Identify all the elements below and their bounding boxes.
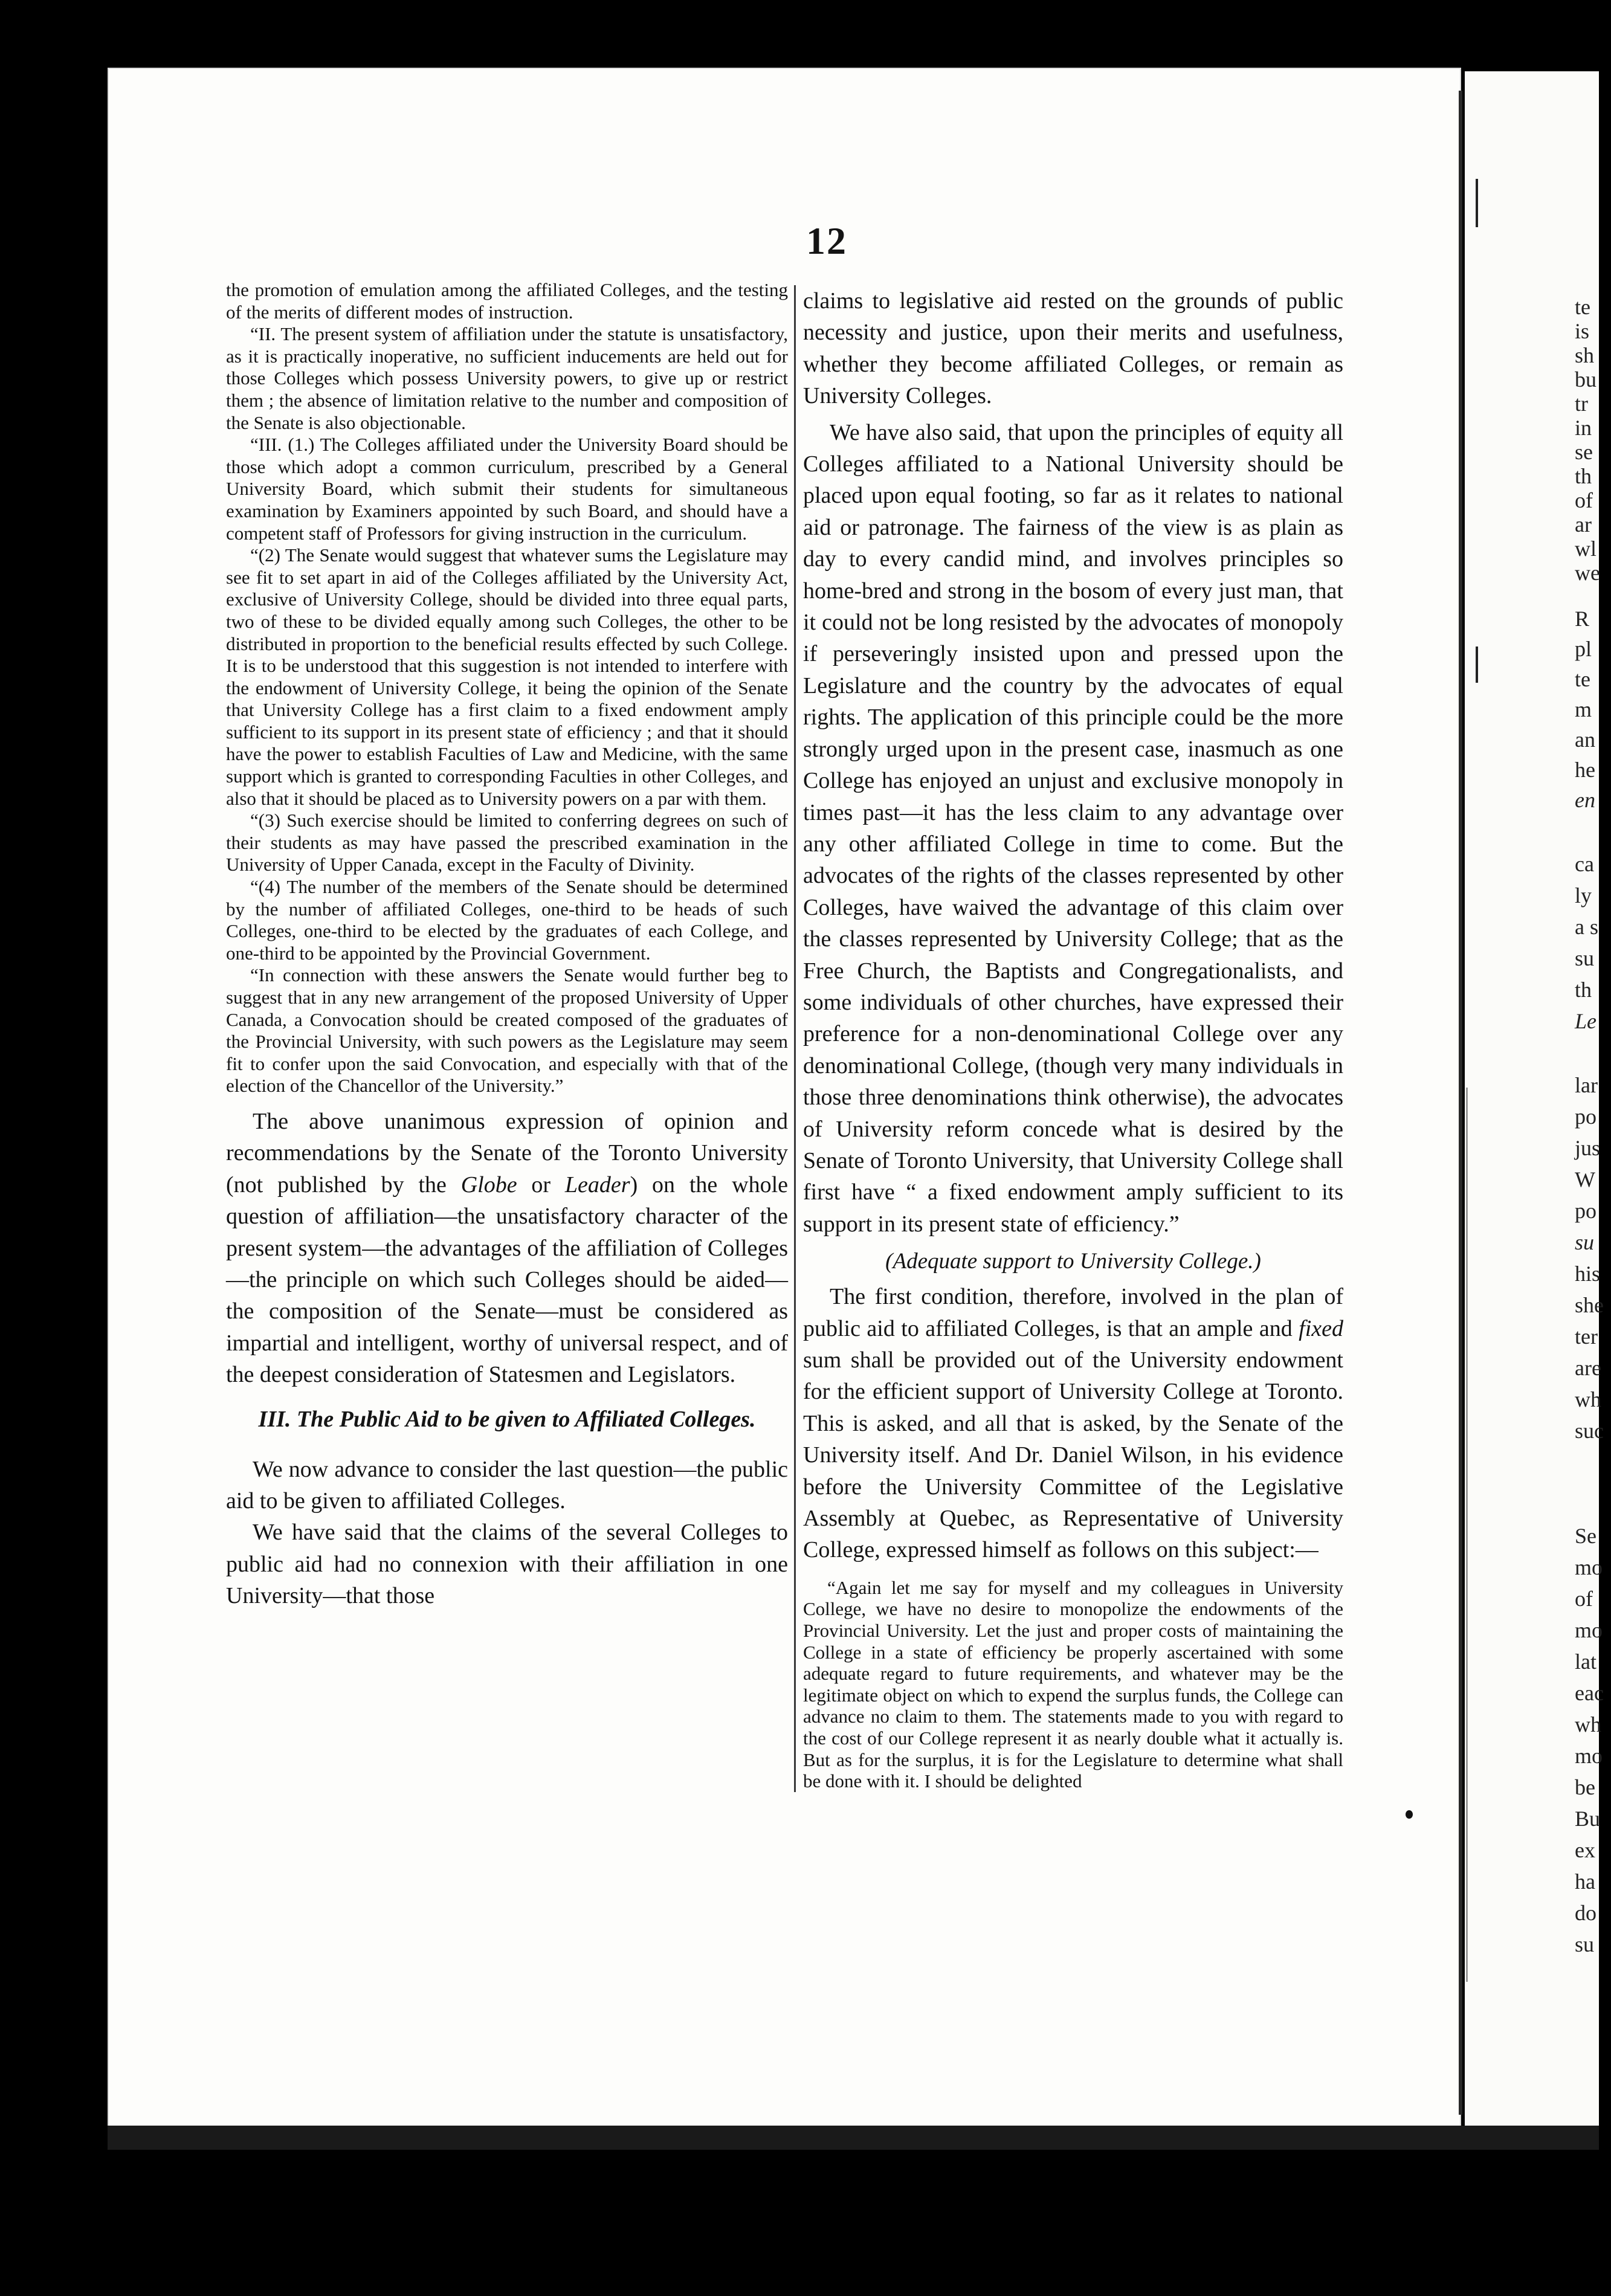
paragraph-answer-iii-1: “III. (1.) The Colleges affiliated under the University Board should be those which adopt a common curriculum, prescribed by a General University Board, which submit their students for simultaneous examination by Examiners appointed by such Board, and should have a competent staff of Professors for giving instruction in the curriculum. <box>226 434 788 544</box>
fragment: Se <box>1575 1524 1596 1548</box>
fragment: te <box>1575 667 1590 691</box>
fragment: she <box>1575 1293 1604 1317</box>
scan-border <box>108 2126 1599 2150</box>
edge-mark <box>1476 647 1478 683</box>
fragment: in <box>1575 416 1592 440</box>
fragment: m <box>1575 697 1592 721</box>
page-edge-line <box>1466 1088 1468 1982</box>
summary-text-end: ) on the whole question of affiliation—the unsatisfactory character of the present system—the advantages of the affiliation of Colleges—the principle on which such Colleges should be aided—the composition of the Senate—must be considered as impartial and intelligent, worthy of universal respect, and of the deepest consideration of Statesmen and Legislators. <box>226 1172 788 1388</box>
fragment: su <box>1575 946 1595 970</box>
fragment: wh <box>1575 1712 1601 1737</box>
leader-title: Leader <box>564 1172 630 1198</box>
summary-text-start: The above unanimous expression of opinion and recommendations by the Senate of the Toronto University (not published by the <box>226 1108 788 1198</box>
fragment: be <box>1575 1775 1595 1799</box>
paragraph-claims-end: claims to legislative aid rested on the grounds of public necessity and justice, upon their merits and usefulness, whether they become affiliated Colleges, or remain as University Colleges. <box>803 288 1343 409</box>
spacer <box>226 1097 788 1106</box>
condition-text-end: sum shall be provided out of the University endowment for the efficient support of University College at Toronto. This is asked, and all that is asked, by the Senate of the University itself. And Dr. Daniel Wilson, in his evidence before the University Committee of the Legislative Assembly at Quebec, as Representative of University College, expressed himself as follows on this subject:— <box>803 1347 1343 1563</box>
right-column <box>794 285 1343 1792</box>
fragment: su <box>1575 1230 1595 1254</box>
fragment: his <box>1575 1262 1601 1286</box>
fragment: ly <box>1575 883 1592 908</box>
paragraph-advance: We now advance to consider the last question—the public aid to be given to affiliated Colleges. <box>226 1456 788 1514</box>
paragraph-equity: We have also said, that upon the principles of equity all Colleges affiliated to a National University should be placed upon equal footing, so far as it relates to national aid or patronage. The fairness of the view is as plain as day to every candid mind, and involves principles so home-bred and strong in the bosom of every just man, that it could not be long resisted by the advocates of monopoly if perseveringly insisted upon and pressed upon the Legislature and the country by the advocates of equal rights. The application of this principle could be the more strongly urged upon in the present case, inasmuch as one College has enjoyed an unjust and exclusive monopoly in times past—it has the less claim to any advantage over any other affiliated College in time to come. But the advocates of the rights of the classes represented by other Colleges, have waived the advantage of this claim over the classes represented by University College; that as the Free Church, the Baptists and Congregationalists, and some individuals of other churches, have expressed their preference for a non-denominational College over any denominational College, (though very many individuals in those three denominations think otherwise), the advocates of University reform concede what is desired by the Senate of Toronto University, that University College shall first have “ a fixed endowment amply sufficient to its support in its present state of efficiency.” <box>803 419 1343 1237</box>
fragment: su <box>1575 1932 1595 1956</box>
paragraph-summary <box>226 1106 788 1391</box>
fragment: pl <box>1575 637 1592 661</box>
fragment: Le <box>1575 1009 1596 1033</box>
fragment: th <box>1575 978 1592 1002</box>
fragment: of <box>1575 1587 1593 1611</box>
edge-mark <box>1476 179 1478 227</box>
fragment: we <box>1575 561 1600 585</box>
ink-dot <box>1406 1810 1413 1819</box>
fragment: te <box>1575 295 1590 319</box>
paragraph-answer-iii-3: “(3) Such exercise should be limited to conferring degrees on such of their students as may have passed the prescribed examination in the University of Upper Canada, except in the Faculty of Divinity. <box>226 810 788 876</box>
fragment: th <box>1575 464 1592 488</box>
fragment: tr <box>1575 392 1588 416</box>
globe-title: Globe <box>460 1172 517 1198</box>
fragment: mo <box>1575 1744 1603 1768</box>
fragment: sh <box>1575 343 1595 367</box>
fragment: an <box>1575 727 1595 752</box>
fragment: is <box>1575 319 1590 343</box>
paragraph-answer-ii: “II. The present system of affiliation under the statute is unsatisfactory, as it is practically inoperative, no sufficient inducements are held out for those Colleges which possess University powers, to give up or restrict them ; the absence of limitation relative to the number and composition of the Senate is also objectionable. <box>226 323 788 433</box>
paragraph-convocation: “In connection with these answers the Senate would further beg to suggest that in any new arrangement of the proposed University of Upper Canada, a Convocation should be created composed of the graduates of the Provincial University, with such powers as the Legislature may seem fit to confer upon the said Convocation, and especially with that of the election of the Chancellor of the University.” <box>226 964 788 1097</box>
fragment: ha <box>1575 1869 1595 1894</box>
fragment: po <box>1575 1199 1596 1223</box>
fragment: en <box>1575 788 1595 812</box>
fragment: of <box>1575 488 1593 512</box>
fragment: bu <box>1575 367 1596 392</box>
fragment: ter <box>1575 1324 1598 1349</box>
fragment: mo <box>1575 1618 1603 1642</box>
paragraph-answer-iii-2: “(2) The Senate would suggest that whatever sums the Legislature may see fit to set apart in aid of the Colleges affiliated by the University Act, exclusive of University College, should be divided into three equal parts, two of these to be divided equally among such Colleges, the other to be distributed in proportion to the beneficial results effected by such College. It is to be understood that this suggestion is not intended to interfere with the endowment of University College, it being the opinion of the Senate that University College has a first claim to a fixed endowment amply sufficient to its support in its present state of efficiency ; and that it should have the power to establish Faculties of Law and Medicine, with the same support which is granted to corresponding Faculties in other Colleges, and also that it should be placed as to University powers on a par with them. <box>226 544 788 809</box>
fragment: eac <box>1575 1681 1604 1705</box>
fragment: do <box>1575 1901 1596 1925</box>
fixed-word: fixed <box>1299 1315 1343 1341</box>
fragment: W <box>1575 1167 1595 1192</box>
paragraph-answer-iii-4: “(4) The number of the members of the Senate should be determined by the number of affiliated Colleges, one-third to be heads of such Colleges, one-third to be elected by the graduates of each College, and one-third to be appointed by the Provincial Government. <box>226 876 788 964</box>
fragment: se <box>1575 440 1593 464</box>
fragment: wl <box>1575 537 1596 561</box>
fragment: jus <box>1575 1136 1601 1160</box>
fragment: R <box>1575 607 1590 631</box>
fragment: he <box>1575 758 1595 782</box>
left-column <box>226 279 788 1612</box>
quote-wilson: “Again let me say for myself and my colleagues in University College, we have no desire to monopolize the endowments of the Provincial University. Let the just and proper costs of maintaining the College in a state of efficiency be properly ascertained with some adequate regard to future requirements, and whatever may be the legitimate object on which to expend the surplus funds, the College can advance no claim to them. The statements made to you with regard to the cost of our College represent it as nearly double what it actually is. But as for the surplus, it is for the Legislature to determine what shall be done with it. I should be delighted <box>803 1576 1343 1792</box>
fragment: ex <box>1575 1838 1595 1862</box>
fragment: are <box>1575 1356 1601 1380</box>
or-word: or <box>517 1172 565 1198</box>
page-number: 12 <box>806 219 847 262</box>
paragraph-emulation: the promotion of emulation among the affiliated Colleges, and the testing of the merits of different modes of instruction. <box>226 279 788 323</box>
subheading-adequate-support: (Adequate support to University College.) <box>885 1249 1261 1274</box>
fragment: wh <box>1575 1387 1601 1411</box>
book-spine <box>1459 91 1462 2115</box>
fragment: ca <box>1575 852 1594 876</box>
fragment: Bu <box>1575 1807 1601 1831</box>
fragment: lat <box>1575 1649 1596 1674</box>
paragraph-first-condition <box>803 1281 1343 1566</box>
fragment: mo <box>1575 1555 1603 1579</box>
paragraph-claims-start: We have said that the claims of the several Colleges to public aid had no connexion with their affiliation in one University—that those <box>226 1520 788 1609</box>
fragment: a s <box>1575 915 1598 939</box>
fragment: suc <box>1575 1419 1604 1443</box>
fragment: ar <box>1575 512 1592 537</box>
fragment: po <box>1575 1104 1596 1129</box>
section-heading: III. The Public Aid to be given to Affiliated Colleges. <box>258 1406 756 1432</box>
fragment: lar <box>1575 1073 1598 1097</box>
condition-text-start: The first condition, therefore, involved in the plan of public aid to affiliated Colleges, is that an ample and <box>803 1284 1343 1341</box>
